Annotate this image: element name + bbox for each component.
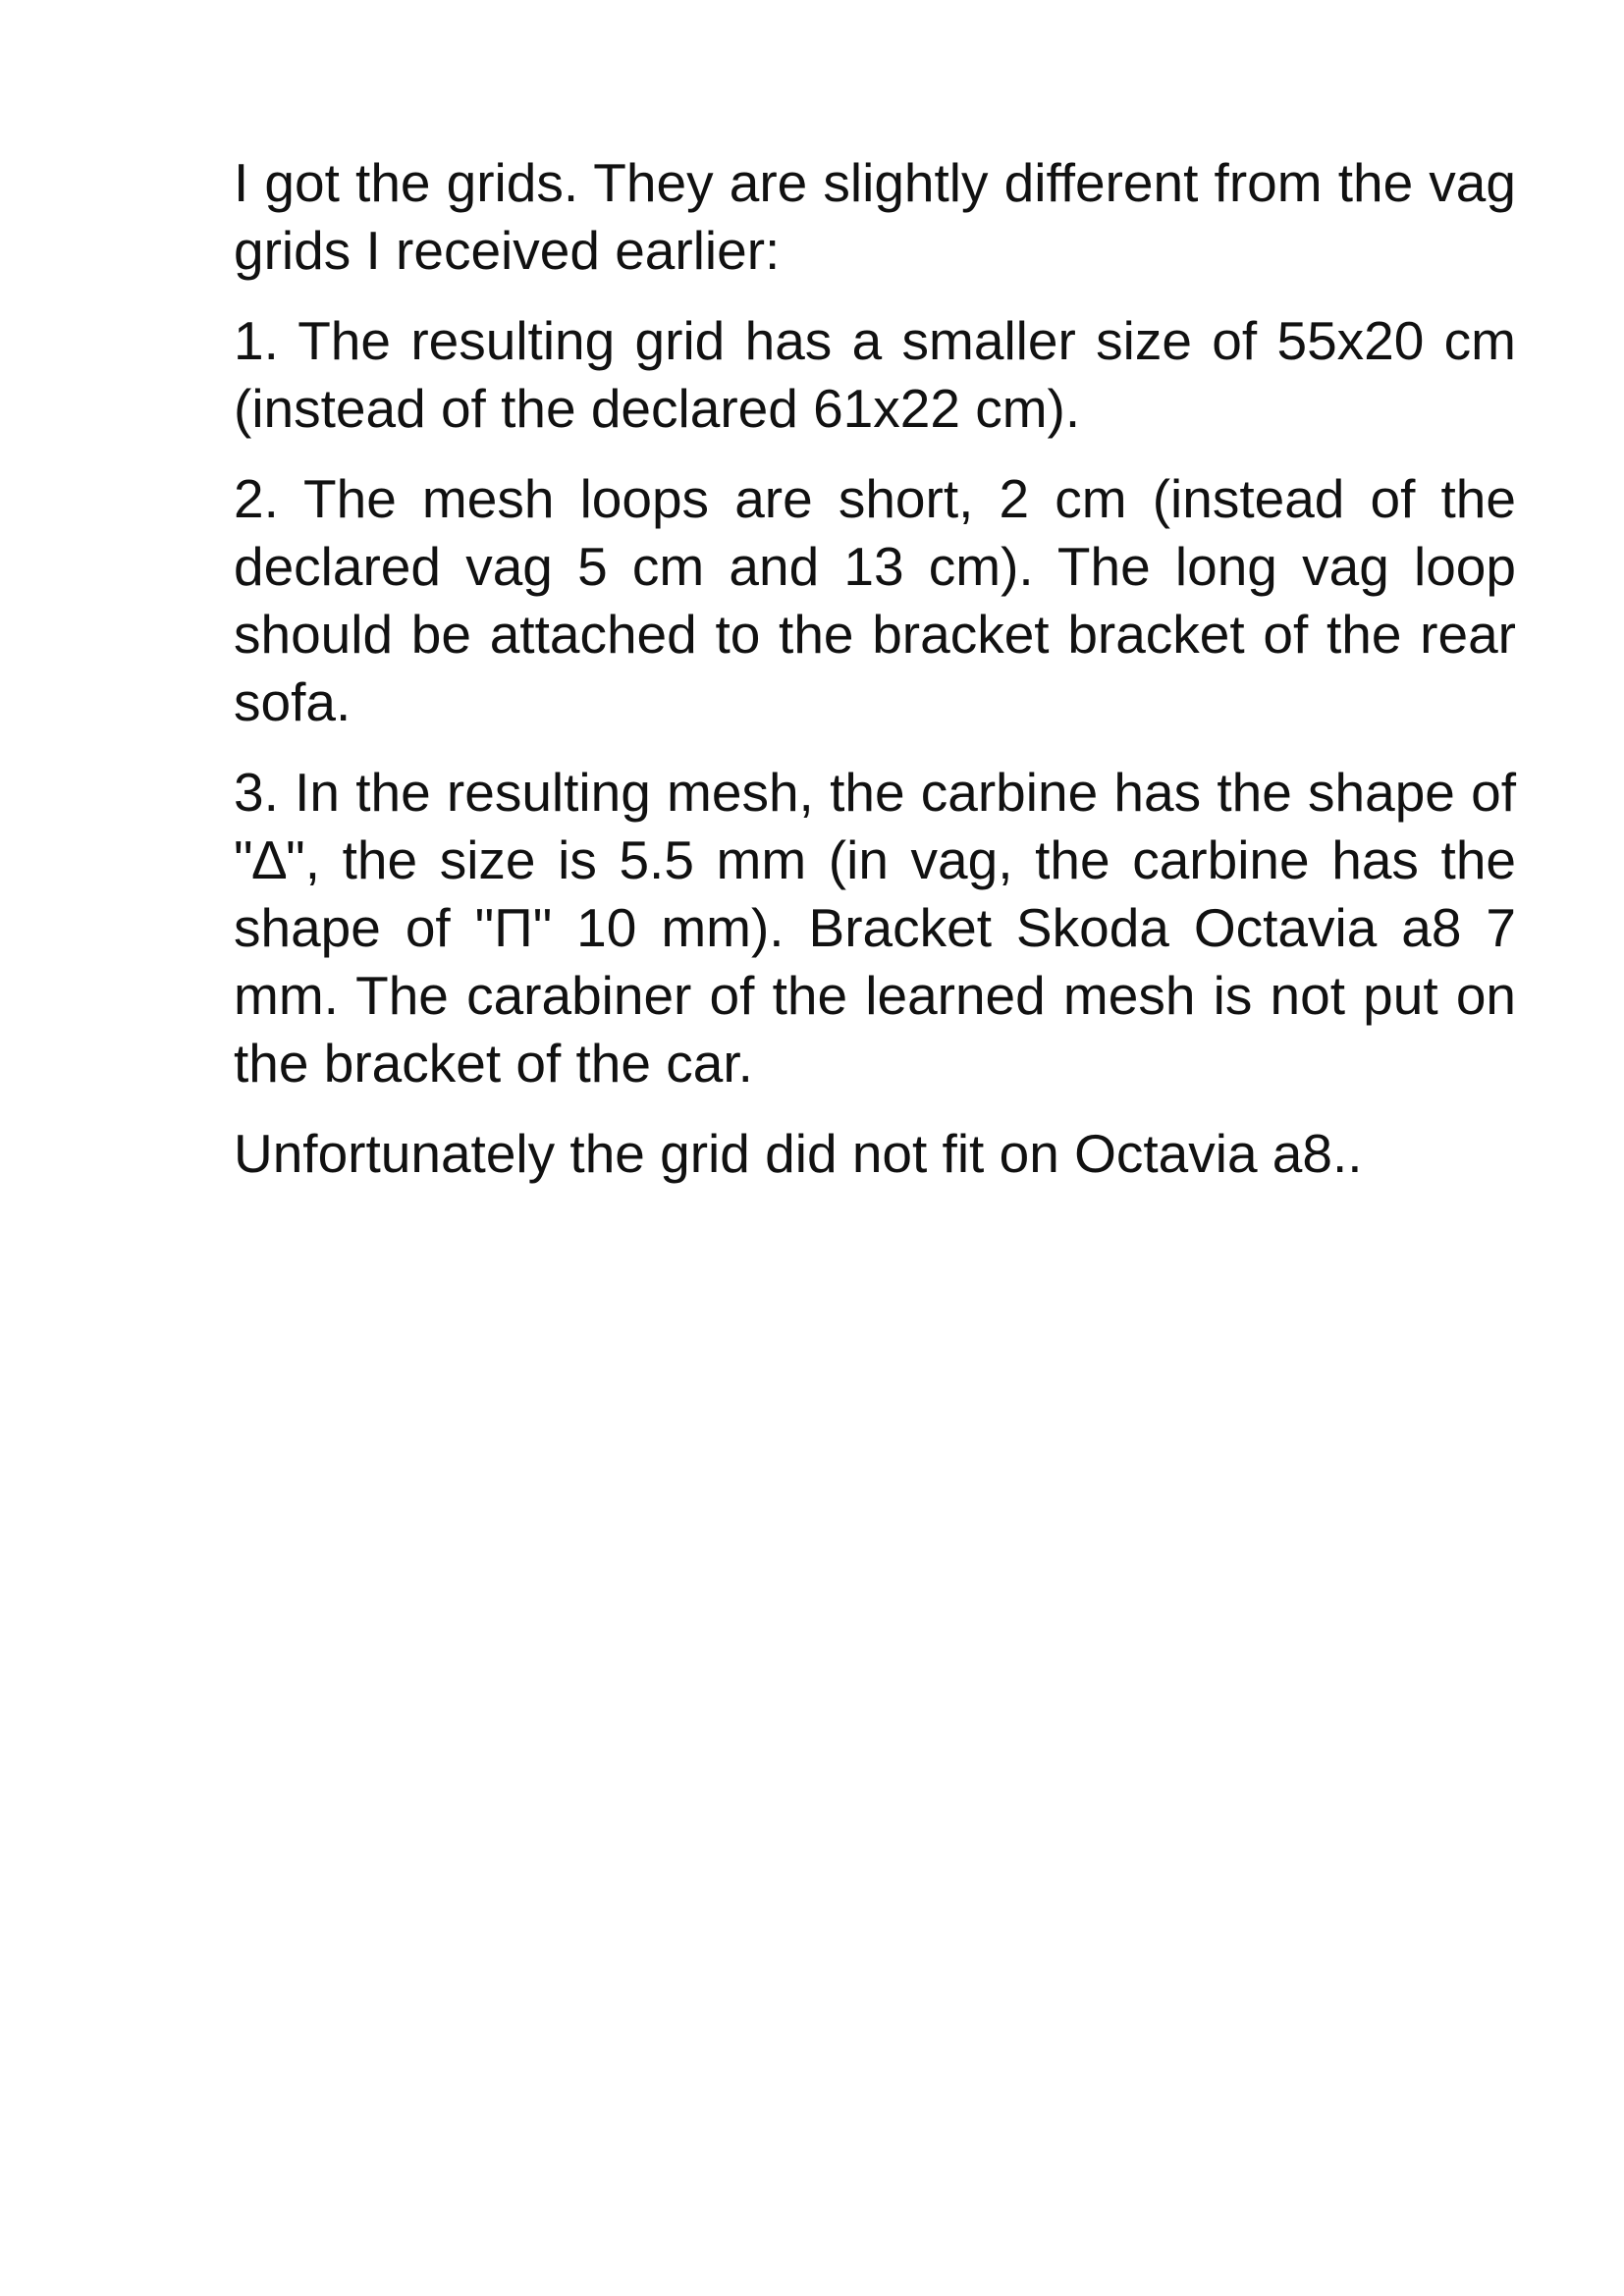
point-2-paragraph: 2. The mesh loops are short, 2 cm (instead of the declared vag 5 cm and 13 cm). The long vag loop should be attached to the bracket bracket of the rear sofa. [234,468,1516,732]
document-body [234,149,1516,1210]
intro-paragraph: I got the grids. They are slightly different from the vag grids I received earlier: [234,152,1516,281]
point-1-paragraph: 1. The resulting grid has a smaller size of 55x20 cm (instead of the declared 61x22 cm). [234,310,1516,439]
point-3-paragraph: 3. In the resulting mesh, the carbine has the shape of "∆", the size is 5.5 mm (in vag, the carbine has the shape of "П" 10 mm). Bracket Skoda Octavia a8 7 mm. The carabiner of the learned mesh is not put on the bracket of the car. [234,762,1516,1094]
conclusion-paragraph: Unfortunately the grid did not fit on Octavia a8.. [234,1123,1363,1184]
